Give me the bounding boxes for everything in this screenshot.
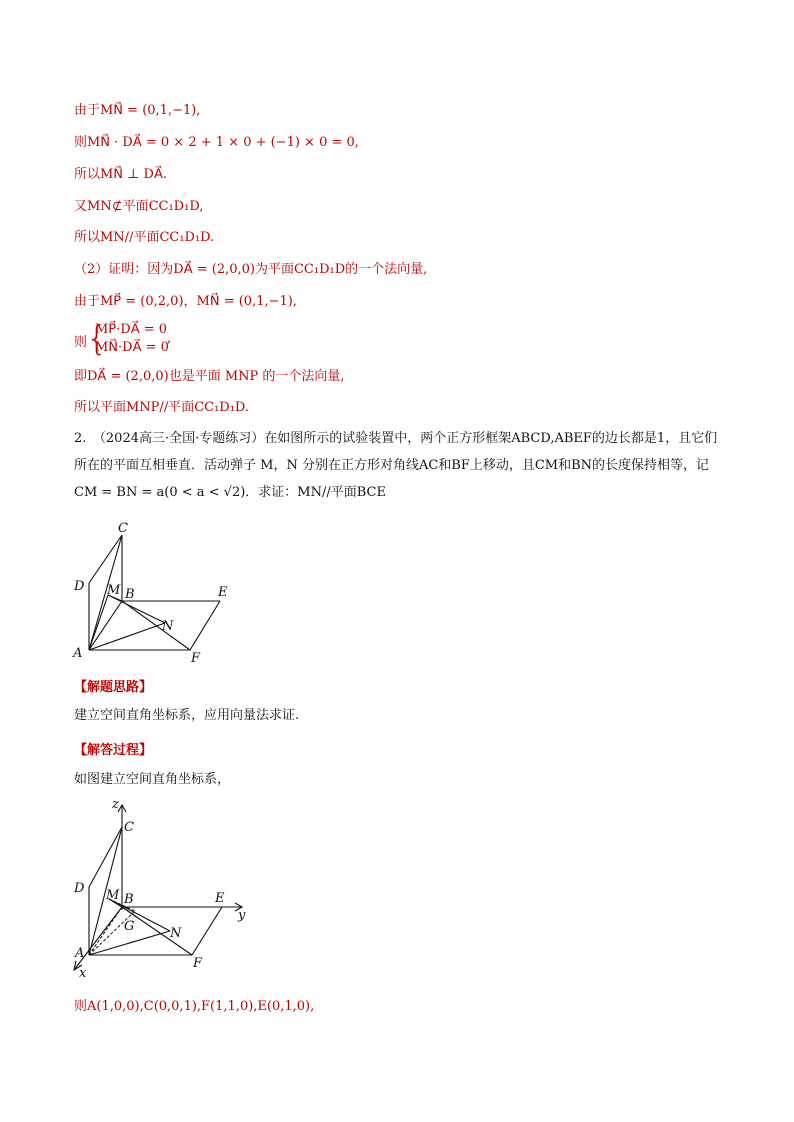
- fig1-label-m: M: [107, 583, 121, 598]
- fig1-label-b: B: [125, 587, 135, 602]
- fig2-label-b: B: [124, 892, 134, 907]
- fig1-label-e: E: [218, 585, 228, 600]
- system-row-2: MN⃗·DA⃗ = 0: [95, 340, 169, 355]
- fig2-label-f: F: [193, 956, 203, 971]
- solution-idea-text: 建立空间直角坐标系，应用向量法求证.: [74, 708, 300, 723]
- heading-solution-process: 【解答过程】: [74, 743, 153, 758]
- system-prefix: 则: [74, 335, 88, 350]
- fig2-label-e: E: [215, 891, 225, 906]
- fig2-label-g: G: [124, 919, 135, 934]
- figure-2: [60, 795, 260, 985]
- question-2: 2. （2024高三·全国·专题练习）在如图所示的试验装置中，两个正方形框架ABCD,ABEF的边长都是1，且它们所在的平面互相垂直．活动弹子 M，N 分别在正方形对角线AC和BF上移动，且CM和BN的长度保持相等，记CM = BN = a(0 < a < √2)．求证：MN//平面BCE: [74, 431, 718, 500]
- fig2-label-m: M: [106, 888, 120, 903]
- figure-1: [70, 520, 250, 665]
- fig2-axis-y: y: [238, 908, 246, 923]
- fig2-label-a: A: [75, 946, 85, 961]
- fig1-label-a: A: [73, 646, 83, 661]
- text-line-8: 即DA⃗ = (2,0,0)也是平面 MNP 的一个法向量,: [74, 369, 345, 384]
- fig2-label-d: D: [74, 881, 85, 896]
- text-line-5: 所以MN//平面CC₁D₁D.: [74, 230, 215, 245]
- system-row-1: MP⃗·DA⃗ = 0: [95, 322, 168, 337]
- fig2-axis-x: x: [79, 966, 87, 981]
- fig2-axis-z: z: [112, 797, 119, 812]
- text-line-7: 由于MP⃗ = (0,2,0)，MN⃗ = (0,1,−1),: [74, 294, 297, 309]
- final-coordinates: 则A(1,0,0),C(0,0,1),F(1,1,0),E(0,1,0),: [74, 999, 315, 1014]
- fig1-label-d: D: [74, 579, 85, 594]
- fig1-label-n: N: [162, 619, 174, 634]
- text-line-3: 所以MN⃗ ⊥ DA⃗.: [74, 167, 167, 182]
- text-line-2: 则MN⃗ · DA⃗ = 0 × 2 + 1 × 0 + (−1) × 0 = 0,: [74, 135, 359, 150]
- fig1-label-c: C: [118, 521, 128, 536]
- fig2-label-n: N: [170, 926, 182, 941]
- heading-solution-idea: 【解题思路】: [74, 680, 153, 695]
- text-line-9: 所以平面MNP//平面CC₁D₁D.: [74, 400, 250, 415]
- text-line-1: 由于MN⃗ = (0,1,−1),: [74, 103, 201, 118]
- fig2-label-c: C: [124, 820, 134, 835]
- system-suffix: ,: [167, 331, 172, 346]
- solution-process-text: 如图建立空间直角坐标系，: [74, 772, 231, 787]
- fig1-label-f: F: [191, 651, 201, 665]
- left-brace: {: [86, 319, 108, 359]
- text-line-6: （2）证明：因为DA⃗ = (2,0,0)为平面CC₁D₁D的一个法向量,: [74, 262, 428, 277]
- text-line-4: 又MN⊄平面CC₁D₁D,: [74, 199, 204, 214]
